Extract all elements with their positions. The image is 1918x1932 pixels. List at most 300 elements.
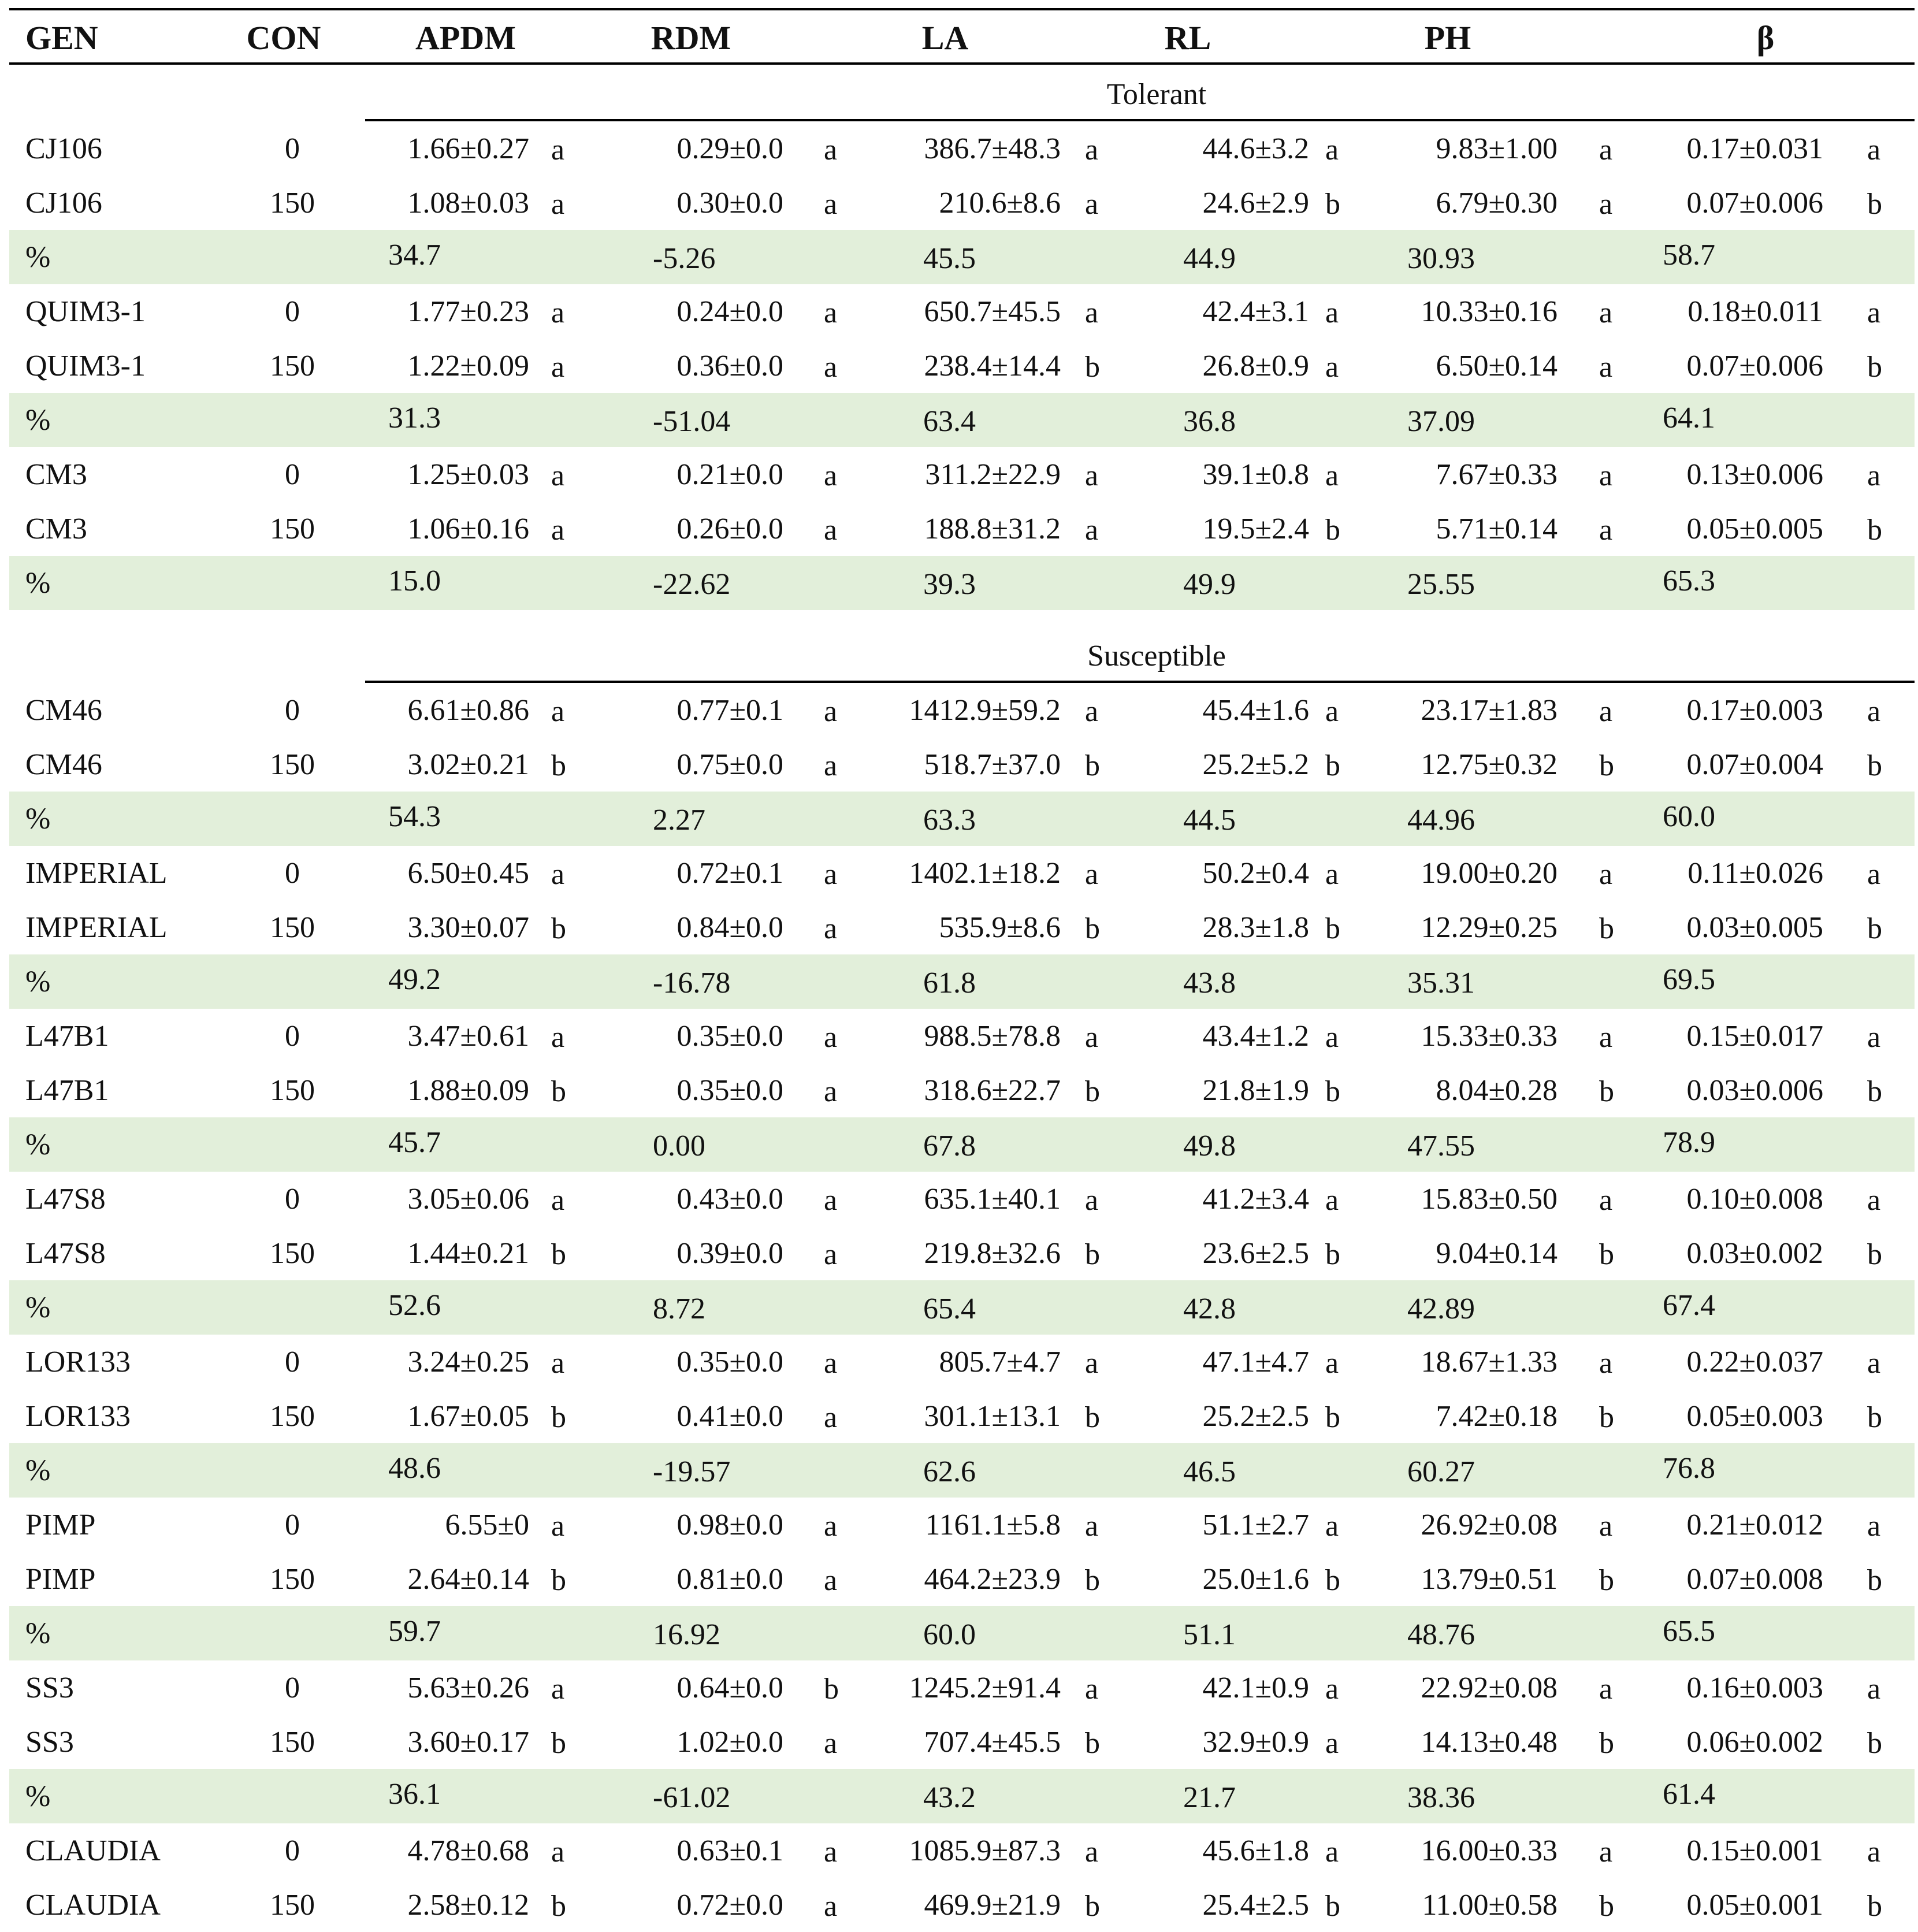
rdm-letter: a [824,188,838,221]
rdm-value: 0.72±0.1 [676,857,783,890]
ph-value: 22.92±0.08 [1421,1671,1558,1704]
ph-letter: b [1599,1727,1614,1760]
beta-letter: a [1867,1836,1881,1868]
beta-percent: 61.4 [1663,1778,1715,1811]
apdm-value: 3.60±0.17 [407,1726,529,1759]
la-percent: 62.6 [923,1455,976,1488]
apdm-value: 1.77±0.23 [407,295,529,328]
ph-percent: 37.09 [1407,405,1475,438]
la-value: 1412.9±59.2 [909,694,1061,727]
rdm-letter: a [824,1727,838,1760]
apdm-percent: 36.1 [388,1778,441,1811]
rdm-letter: a [824,695,838,728]
rl-letter: b [1325,912,1340,945]
ph-percent: 60.27 [1407,1455,1475,1488]
rl-letter: a [1325,351,1339,384]
table-row [9,1878,1915,1932]
ph-letter: a [1599,133,1613,166]
percent-row [9,1606,1915,1660]
gen-cell: % [25,1128,51,1161]
beta-value: 0.16±0.003 [1686,1671,1823,1704]
rl-letter: b [1325,188,1340,221]
apdm-letter: a [551,1510,565,1543]
rl-value: 39.1±0.8 [1202,458,1309,491]
rl-value: 25.2±2.5 [1202,1400,1309,1433]
beta-value: 0.18±0.011 [1687,295,1823,328]
apdm-value: 1.66±0.27 [407,132,529,165]
la-value: 301.1±13.1 [924,1400,1061,1433]
ph-letter: a [1599,1347,1613,1380]
ph-value: 8.04±0.28 [1436,1074,1558,1107]
table-row [9,1389,1915,1443]
la-letter: a [1085,695,1099,728]
beta-letter: a [1867,459,1881,492]
ph-letter: b [1599,749,1614,782]
rdm-value: 0.35±0.0 [676,1346,783,1379]
ph-letter: a [1599,514,1613,547]
ph-value: 15.83±0.50 [1421,1183,1558,1216]
la-value: 518.7±37.0 [924,748,1061,781]
la-letter: a [1085,858,1099,891]
apdm-letter: a [551,514,565,547]
beta-letter: b [1867,1075,1882,1108]
header-con: CON [246,19,321,57]
rl-value: 44.6±3.2 [1202,132,1309,165]
gen-cell: CM3 [25,512,87,545]
gen-cell: % [25,802,51,835]
ph-value: 23.17±1.83 [1421,694,1558,727]
la-letter: b [1085,1890,1100,1923]
apdm-letter: b [551,1564,566,1597]
beta-value: 0.03±0.006 [1686,1074,1823,1107]
apdm-letter: b [551,1238,566,1271]
table-row [9,900,1915,954]
ph-value: 7.67±0.33 [1436,458,1558,491]
apdm-letter: a [551,133,565,166]
table-top-rule [9,8,1915,10]
rl-value: 28.3±1.8 [1202,911,1309,944]
table-row [9,1009,1915,1063]
apdm-value: 5.63±0.26 [407,1671,529,1704]
rl-value: 23.6±2.5 [1202,1237,1309,1270]
gen-cell: CLAUDIA [25,1889,161,1922]
beta-value: 0.11±0.026 [1687,857,1823,890]
percent-row [9,1117,1915,1172]
table-row [9,121,1915,176]
ph-percent: 47.55 [1407,1130,1475,1162]
rdm-percent: 2.27 [653,804,705,837]
table-row [9,447,1915,501]
rl-value: 26.8±0.9 [1202,350,1309,382]
apdm-letter: a [551,695,565,728]
rdm-letter: a [824,1890,838,1923]
ph-percent: 30.93 [1407,242,1475,275]
beta-value: 0.22±0.037 [1686,1346,1823,1379]
la-percent: 45.5 [923,242,976,275]
ph-letter: a [1599,1021,1613,1054]
la-letter: a [1085,514,1099,547]
gen-cell: SS3 [25,1726,74,1759]
beta-letter: b [1867,351,1882,384]
ph-value: 13.79±0.51 [1421,1563,1558,1596]
ph-letter: b [1599,912,1614,945]
ph-value: 26.92±0.08 [1421,1509,1558,1541]
ph-percent: 25.55 [1407,568,1475,601]
apdm-value: 1.08±0.03 [407,187,529,220]
con-cell: 150 [270,187,315,220]
rl-value: 47.1±4.7 [1202,1346,1309,1379]
beta-value: 0.13±0.006 [1686,458,1823,491]
con-cell: 150 [270,1074,315,1107]
table-row [9,1226,1915,1280]
ph-percent: 44.96 [1407,804,1475,837]
table-row [9,1498,1915,1552]
beta-value: 0.21±0.012 [1686,1509,1823,1541]
ph-letter: a [1599,351,1613,384]
con-cell: 0 [285,1020,300,1053]
rl-value: 41.2±3.4 [1202,1183,1309,1216]
beta-letter: b [1867,1890,1882,1923]
rl-letter: a [1325,1836,1339,1868]
header-apdm: APDM [415,19,516,57]
rdm-value: 0.26±0.0 [676,512,783,545]
beta-percent: 60.0 [1663,800,1715,833]
gen-cell: PIMP [25,1509,96,1541]
gen-cell: SS3 [25,1671,74,1704]
la-percent: 63.3 [923,804,976,837]
beta-letter: a [1867,296,1881,329]
apdm-value: 1.22±0.09 [407,350,529,382]
rl-value: 25.4±2.5 [1202,1889,1309,1922]
apdm-letter: b [551,749,566,782]
gen-cell: CM46 [25,748,102,781]
percent-row [9,556,1915,610]
gen-cell: % [25,965,51,998]
rl-letter: b [1325,1075,1340,1108]
apdm-percent: 31.3 [388,402,441,434]
con-cell: 150 [270,350,315,382]
rl-letter: a [1325,1021,1339,1054]
rl-value: 42.4±3.1 [1202,295,1309,328]
la-value: 464.2±23.9 [924,1563,1061,1596]
beta-value: 0.05±0.003 [1686,1400,1823,1433]
la-letter: a [1085,1021,1099,1054]
ph-letter: a [1599,1184,1613,1217]
ph-letter: b [1599,1401,1614,1434]
apdm-value: 2.58±0.12 [407,1889,529,1922]
beta-letter: a [1867,1184,1881,1217]
table-row [9,1552,1915,1606]
gen-cell: CLAUDIA [25,1834,161,1867]
table-row [9,176,1915,230]
rl-percent: 44.5 [1183,804,1236,837]
beta-letter: a [1867,1673,1881,1706]
beta-letter: b [1867,1401,1882,1434]
apdm-letter: a [551,1347,565,1380]
rdm-percent: -22.62 [653,568,731,601]
rl-letter: a [1325,296,1339,329]
con-cell: 150 [270,1726,315,1759]
la-value: 188.8±31.2 [924,512,1061,545]
la-letter: b [1085,1564,1100,1597]
header-la: LA [921,19,969,57]
ph-percent: 35.31 [1407,967,1475,1000]
percent-row [9,954,1915,1009]
beta-letter: b [1867,1238,1882,1271]
apdm-letter: b [551,1727,566,1760]
ph-percent: 38.36 [1407,1781,1475,1814]
con-cell: 0 [285,1671,300,1704]
ph-value: 10.33±0.16 [1421,295,1558,328]
beta-value: 0.07±0.006 [1686,187,1823,220]
rl-letter: b [1325,1401,1340,1434]
ph-value: 6.79±0.30 [1436,187,1558,220]
apdm-percent: 49.2 [388,963,441,996]
la-letter: b [1085,749,1100,782]
rl-letter: a [1325,1347,1339,1380]
beta-letter: b [1867,514,1882,547]
rl-percent: 43.8 [1183,967,1236,1000]
la-letter: b [1085,351,1100,384]
header-ph: PH [1424,19,1471,57]
con-cell: 150 [270,1237,315,1270]
rl-percent: 36.8 [1183,405,1236,438]
ph-value: 9.83±1.00 [1436,132,1558,165]
con-cell: 150 [270,512,315,545]
ph-value: 12.29±0.25 [1421,911,1558,944]
rl-letter: a [1325,1673,1339,1706]
ph-letter: a [1599,1673,1613,1706]
ph-letter: b [1599,1564,1614,1597]
beta-letter: b [1867,749,1882,782]
gen-cell: L47S8 [25,1183,106,1216]
beta-value: 0.07±0.006 [1686,350,1823,382]
rdm-value: 0.39±0.0 [676,1237,783,1270]
percent-row [9,230,1915,284]
rdm-letter: b [824,1673,839,1706]
rdm-letter: a [824,1510,838,1543]
con-cell: 150 [270,1563,315,1596]
apdm-letter: a [551,858,565,891]
la-percent: 43.2 [923,1781,976,1814]
percent-row [9,393,1915,447]
rl-letter: a [1325,1510,1339,1543]
gen-cell: L47B1 [25,1074,109,1107]
apdm-letter: a [551,1836,565,1868]
apdm-value: 1.06±0.16 [407,512,529,545]
rdm-value: 0.75±0.0 [676,748,783,781]
la-value: 386.7±48.3 [924,132,1061,165]
rl-letter: a [1325,133,1339,166]
beta-value: 0.05±0.005 [1686,512,1823,545]
rdm-value: 0.29±0.0 [676,132,783,165]
apdm-letter: a [551,1021,565,1054]
la-letter: a [1085,1510,1099,1543]
rl-letter: a [1325,858,1339,891]
percent-row [9,1280,1915,1335]
ph-value: 5.71±0.14 [1436,512,1558,545]
la-value: 535.9±8.6 [939,911,1061,944]
beta-value: 0.07±0.008 [1686,1563,1823,1596]
percent-row [9,1443,1915,1498]
la-letter: a [1085,1184,1099,1217]
apdm-letter: b [551,912,566,945]
rdm-letter: a [824,749,838,782]
beta-value: 0.17±0.031 [1686,132,1823,165]
rl-letter: b [1325,1238,1340,1271]
header-gen: GEN [25,19,98,57]
beta-percent: 65.3 [1663,564,1715,597]
la-letter: a [1085,1836,1099,1868]
header-rl: RL [1164,19,1211,57]
rl-value: 32.9±0.9 [1202,1726,1309,1759]
rl-percent: 46.5 [1183,1455,1236,1488]
ph-value: 15.33±0.33 [1421,1020,1558,1053]
con-cell: 0 [285,132,300,165]
la-letter: b [1085,1238,1100,1271]
la-value: 1402.1±18.2 [909,857,1061,890]
la-value: 635.1±40.1 [924,1183,1061,1216]
con-cell: 0 [285,1509,300,1541]
gen-cell: % [25,241,51,274]
apdm-value: 6.61±0.86 [407,694,529,727]
ph-value: 11.00±0.58 [1422,1889,1558,1922]
gen-cell: QUIM3-1 [25,350,146,382]
la-letter: a [1085,133,1099,166]
rl-percent: 44.9 [1183,242,1236,275]
table-row [9,339,1915,393]
beta-letter: a [1867,695,1881,728]
table-row [9,1715,1915,1769]
rdm-value: 0.72±0.0 [676,1889,783,1922]
apdm-letter: a [551,1184,565,1217]
apdm-value: 3.24±0.25 [407,1346,529,1379]
gen-cell: LOR133 [25,1346,131,1379]
beta-letter: b [1867,912,1882,945]
beta-letter: b [1867,1727,1882,1760]
beta-value: 0.05±0.001 [1686,1889,1823,1922]
la-value: 469.9±21.9 [924,1889,1061,1922]
apdm-letter: b [551,1075,566,1108]
ph-value: 9.04±0.14 [1436,1237,1558,1270]
rdm-percent: -51.04 [653,405,731,438]
la-letter: b [1085,912,1100,945]
la-letter: a [1085,296,1099,329]
apdm-value: 6.50±0.45 [407,857,529,890]
apdm-value: 6.55±0 [445,1509,529,1541]
beta-percent: 78.9 [1663,1126,1715,1159]
ph-letter: a [1599,1836,1613,1868]
beta-letter: b [1867,188,1882,221]
con-cell: 0 [285,458,300,491]
rl-percent: 21.7 [1183,1781,1236,1814]
ph-letter: b [1599,1238,1614,1271]
ph-letter: b [1599,1075,1614,1108]
beta-percent: 76.8 [1663,1452,1715,1485]
rl-letter: a [1325,459,1339,492]
rl-value: 24.6±2.9 [1202,187,1309,220]
rl-percent: 49.9 [1183,568,1236,601]
rl-value: 43.4±1.2 [1202,1020,1309,1053]
ph-value: 7.42±0.18 [1436,1400,1558,1433]
rdm-letter: a [824,1021,838,1054]
rdm-letter: a [824,1184,838,1217]
la-value: 210.6±8.6 [939,187,1061,220]
la-value: 311.2±22.9 [925,458,1061,491]
rl-percent: 42.8 [1183,1292,1236,1325]
gen-cell: L47S8 [25,1237,106,1270]
percent-row [9,792,1915,846]
la-letter: a [1085,1673,1099,1706]
con-cell: 0 [285,1834,300,1867]
con-cell: 150 [270,748,315,781]
table-row [9,1823,1915,1878]
ph-value: 19.00±0.20 [1421,857,1558,890]
rl-letter: a [1325,1727,1339,1760]
rdm-letter: a [824,133,838,166]
la-value: 1245.2±91.4 [909,1671,1061,1704]
ph-value: 14.13±0.48 [1421,1726,1558,1759]
la-letter: b [1085,1075,1100,1108]
rdm-letter: a [824,858,838,891]
ph-percent: 42.89 [1407,1292,1475,1325]
la-letter: a [1085,1347,1099,1380]
la-percent: 63.4 [923,405,976,438]
rdm-value: 0.84±0.0 [676,911,783,944]
ph-letter: a [1599,296,1613,329]
gen-cell: % [25,404,51,437]
con-cell: 150 [270,911,315,944]
la-value: 318.6±22.7 [924,1074,1061,1107]
apdm-value: 2.64±0.14 [407,1563,529,1596]
la-value: 988.5±78.8 [924,1020,1061,1053]
rdm-letter: a [824,1075,838,1108]
apdm-letter: a [551,459,565,492]
la-value: 805.7±4.7 [939,1346,1061,1379]
rl-letter: b [1325,1564,1340,1597]
apdm-value: 1.88±0.09 [407,1074,529,1107]
apdm-value: 4.78±0.68 [407,1834,529,1867]
ph-value: 12.75±0.32 [1421,748,1558,781]
beta-value: 0.03±0.005 [1686,911,1823,944]
table-row [9,1660,1915,1715]
rdm-value: 0.24±0.0 [676,295,783,328]
ph-letter: a [1599,459,1613,492]
percent-row [9,1769,1915,1823]
table-row [9,501,1915,556]
gen-cell: % [25,1617,51,1650]
beta-letter: a [1867,1021,1881,1054]
ph-value: 16.00±0.33 [1421,1834,1558,1867]
rdm-value: 0.21±0.0 [676,458,783,491]
rl-value: 25.0±1.6 [1202,1563,1309,1596]
con-cell: 0 [285,694,300,727]
con-cell: 0 [285,1183,300,1216]
ph-letter: a [1599,858,1613,891]
gen-cell: % [25,567,51,600]
con-cell: 150 [270,1889,315,1922]
beta-value: 0.10±0.008 [1686,1183,1823,1216]
rdm-percent: -19.57 [653,1455,731,1488]
apdm-value: 1.25±0.03 [407,458,529,491]
beta-value: 0.15±0.017 [1686,1020,1823,1053]
gen-cell: % [25,1780,51,1813]
rdm-letter: a [824,351,838,384]
rdm-value: 0.41±0.0 [676,1400,783,1433]
la-percent: 65.4 [923,1292,976,1325]
table-row [9,683,1915,737]
ph-letter: a [1599,188,1613,221]
